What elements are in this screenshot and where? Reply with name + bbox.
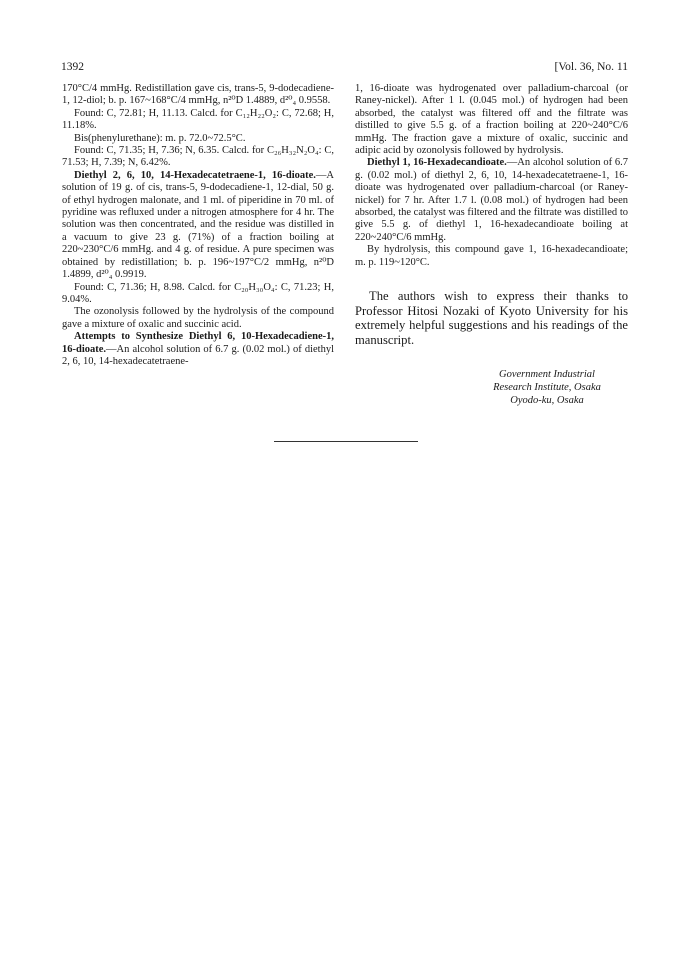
- analysis-found: Found: C, 72.81; H, 11.13. Calcd. for C₁₂H₂₂O₂: C, 72.68; H, 11.18%.: [62, 107, 334, 132]
- section-hexadecandioate: [355, 157, 628, 244]
- left-column: [62, 83, 334, 368]
- paragraph: 170°C/4 mmHg. Redistillation gave cis, trans-5, 9-dodecadiene-1, 12-diol; b. p. 167~168°C/4 mmHg, n²⁰D 1.4889, d²⁰₄ 0.9558.: [62, 83, 334, 107]
- section-text: —A solution of 19 g. of cis, trans-5, 9-dodecadiene-1, 12-dial, 50 g. of ethyl hydrogen malonate, and 1 ml. of piperidine in 70 ml. of pyridine was refluxed under a nitrogen atmosphere for 4 hr. The solution was then concentrated, and the residue was distilled in a vacuum to give 23 g. (71%) of a fraction boiling at 220~230°C/6 mmHg. and 4 g. of residue. A pure specimen was obtained by redistillation; b. p. 196~197°C/2 mmHg, n²⁰D 1.4899, d²⁰₄ 0.9919.: [62, 169, 334, 281]
- analysis-found: Found: C, 71.35; H, 7.36; N, 6.35. Calcd. for C₂₆H₃₂N₂O₄: C, 71.53; H, 7.39; N, 6.42%.: [62, 145, 334, 169]
- section-text: —An alcohol solution of 6.7 g. (0.02 mol.) of diethyl 2, 6, 10, 14-hexadecatetraene-1, 16-dioate was hydrogenated over palladium-charcoal (or Raney-nickel) for 7 hr. After 1.7 l. (0.08 mol.) of hydrogen had been absorbed, the catalyst was filtered and the filtrate was distilled to give 5.5 g. of diethyl 1, 16-hexadecandioate boiling at 220~240°C/6 mmHg.: [355, 157, 629, 243]
- section-title: Diethyl 1, 16-Hexadecandioate.: [367, 157, 507, 169]
- analysis-found: Found: C, 71.36; H, 8.98. Calcd. for C₂₀H₃₀O₄: C, 71.23; H, 9.04%.: [62, 281, 334, 305]
- acknowledgement: The authors wish to express their thanks to Professor Hitosi Nozaki of Kyoto University for his extremely helpful suggestions and his readings of the manuscript.: [355, 289, 628, 347]
- right-column: [355, 83, 628, 408]
- paragraph: Bis(phenylurethane): m. p. 72.0~72.5°C.: [74, 132, 246, 144]
- section-title: Diethyl 2, 6, 10, 14-Hexadecatetraene-1, 16-dioate.: [74, 169, 316, 181]
- end-rule: [274, 441, 418, 442]
- affiliation-line: Research Institute, Osaka: [493, 382, 601, 394]
- affiliation-line: Oyodo-ku, Osaka: [510, 395, 584, 407]
- paragraph: The ozonolysis followed by the hydrolysis of the compound gave a mixture of oxalic and succinic acid.: [62, 306, 334, 330]
- paragraph: By hydrolysis, this compound gave 1, 16-hexadecandioate; m. p. 119~120°C.: [355, 244, 628, 268]
- section-text: —An alcohol solution of 6.7 g. (0.02 mol.) of diethyl 2, 6, 10, 14-hexadecatetraene-: [62, 343, 334, 367]
- volume-info: [Vol. 36, No. 11: [554, 61, 628, 73]
- section-title: Attempts to Synthesize Diethyl 6, 10-Hexadecadiene-1, 16-dioate.: [62, 331, 334, 355]
- section-attempts: [62, 331, 334, 368]
- section-hexadecatetraene: [62, 170, 334, 282]
- page-number: 1392: [61, 61, 84, 73]
- page-header: [61, 61, 628, 75]
- affiliation: [355, 369, 628, 407]
- affiliation-line: Government Industrial: [499, 369, 595, 381]
- paragraph: 1, 16-dioate was hydrogenated over palladium-charcoal (or Raney-nickel). After 1 l. (0.045 mol.) of hydrogen had been absorbed, the catalyst was filtered off and the filtrate was distilled to give 5.5 g. of a fraction boiling at 220~240°C/6 mmHg. The fraction gave a mixture of oxalic, succinic and adipic acid by ozonolysis followed by hydrolysis.: [355, 83, 628, 157]
